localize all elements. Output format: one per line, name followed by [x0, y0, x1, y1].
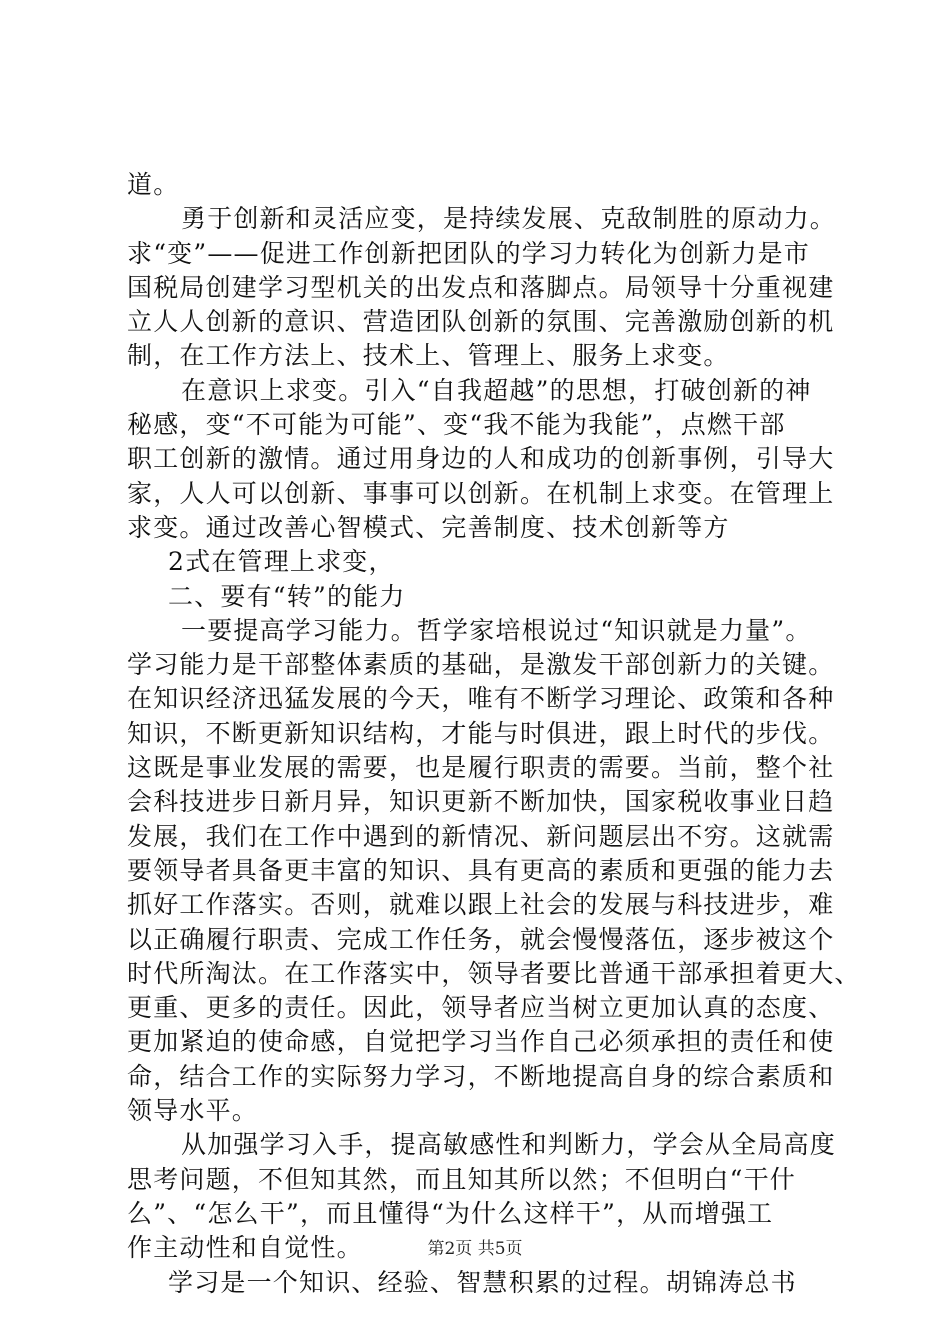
text-line: 求变。通过改善心智模式、完善制度、技术创新等方: [127, 512, 730, 542]
body-text: [127, 168, 861, 1300]
text-line: 2式在管理上求变，: [168, 547, 395, 577]
text-line: 更加紧迫的使命感，自觉把学习当作自己必须承担的责任和使: [127, 1027, 835, 1057]
text-line: 作主动性和自觉性。: [127, 1233, 363, 1263]
text-line: 制，在工作方法上、技术上、管理上、服务上求变。: [127, 341, 730, 371]
text-line: 立人人创新的意识、营造团队创新的氛围、完善激励创新的机: [127, 307, 835, 337]
text-line: 从加强学习入手，提高敏感性和判断力，学会从全局高度: [181, 1130, 837, 1160]
text-line: 秘感，变“不可能为可能”、变“我不能为我能”，点燃干部: [127, 410, 786, 440]
page-number-label: 第2页 共5页: [427, 1239, 523, 1259]
text-line: 求“变”——促进工作创新把团队的学习力转化为创新力是市: [127, 238, 810, 268]
text-line: 勇于创新和灵活应变，是持续发展、克敌制胜的原动力。: [181, 204, 837, 234]
text-line: 在意识上求变。引入“自我超越”的思想，打破创新的神: [181, 375, 812, 405]
text-line: 发展，我们在工作中遇到的新情况、新问题层出不穷。这就需: [127, 821, 835, 851]
text-line: 家，人人可以创新、事事可以创新。在机制上求变。在管理上: [127, 478, 835, 508]
text-line: 么”、“怎么干”，而且懂得“为什么这样干”，从而增强工: [127, 1198, 774, 1228]
text-line: 命，结合工作的实际努力学习，不断地提高自身的综合素质和: [127, 1061, 835, 1091]
text-line: 领导水平。: [127, 1096, 259, 1126]
text-line: 这既是事业发展的需要，也是履行职责的需要。当前，整个社: [127, 753, 835, 783]
text-line: 会科技进步日新月异，知识更新不断加快，国家税收事业日趋: [127, 787, 835, 817]
text-line: 职工创新的激情。通过用身边的人和成功的创新事例，引导大: [127, 444, 835, 474]
text-line: 更重、更多的责任。因此，领导者应当树立更加认真的态度、: [127, 993, 835, 1023]
text-line: 学习能力是干部整体素质的基础，是激发干部创新力的关键。: [127, 650, 835, 680]
text-line: 道。: [127, 170, 180, 199]
text-line: 时代所淘汰。在工作落实中，领导者要比普通干部承担着更大、: [127, 958, 861, 988]
text-line: 国税局创建学习型机关的出发点和落脚点。局领导十分重视建: [127, 272, 835, 302]
text-line: 在知识经济迅猛发展的今天，唯有不断学习理论、政策和各种: [127, 684, 835, 714]
section-heading: 二、要有“转”的能力: [168, 581, 406, 611]
text-line: 学习是一个知识、经验、智慧积累的过程。胡锦涛总书: [168, 1267, 797, 1297]
text-line: 知识，不断更新知识结构，才能与时俱进，跟上时代的步伐。: [127, 718, 835, 748]
text-line: 一要提高学习能力。哲学家培根说过“知识就是力量”。: [181, 615, 812, 645]
text-line: 要领导者具备更丰富的知识、具有更高的素质和更强的能力去: [127, 855, 835, 885]
text-line: 以正确履行职责、完成工作任务，就会慢慢落伍，逐步被这个: [127, 924, 835, 954]
page-footer: [0, 1238, 950, 1260]
text-line: 抓好工作落实。否则，就难以跟上社会的发展与科技进步，难: [127, 890, 835, 920]
text-line: 思考问题，不但知其然，而且知其所以然；不但明白“干什: [127, 1164, 796, 1194]
